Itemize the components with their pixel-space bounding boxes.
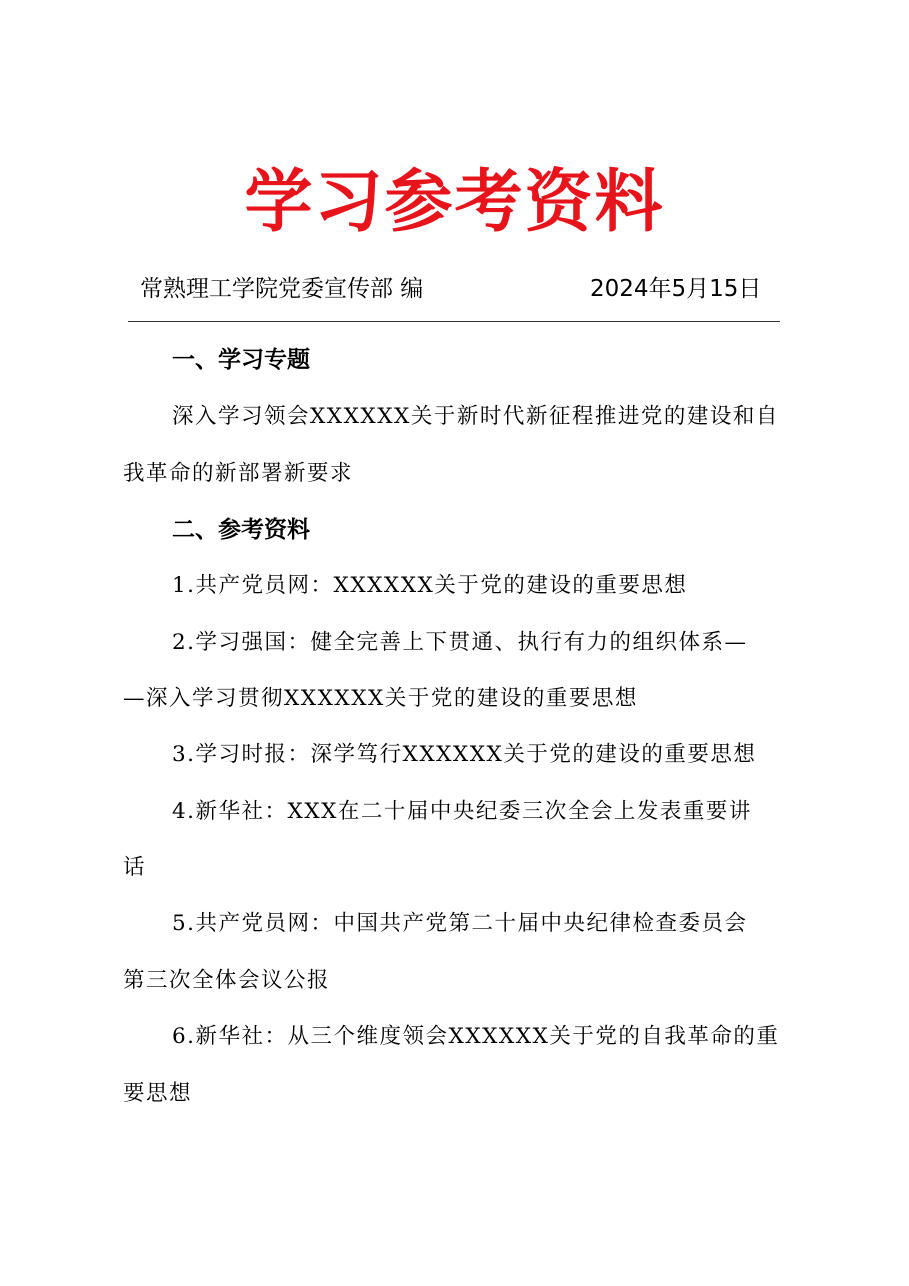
list-item-line: 话 (123, 855, 147, 880)
list-item-line: 1.共产党员网：XXXXXX关于党的建设的重要思想 (172, 573, 688, 598)
document-title: 学习参考资料 (244, 162, 665, 242)
publisher: 常熟理工学院党委宣传部 编 (140, 276, 424, 302)
section-heading-study-topic: 一、学习专题 (172, 347, 310, 373)
list-item-line: 2.学习强国：健全完善上下贯通、执行有力的组织体系— (172, 630, 748, 655)
header-divider (128, 321, 780, 322)
list-item-line: 6.新华社：从三个维度领会XXXXXX关于党的自我革命的重 (172, 1024, 780, 1049)
section-heading-references: 二、参考资料 (172, 517, 310, 543)
list-item-line: 第三次全体会议公报 (123, 968, 331, 993)
list-item-line: 4.新华社：XXX在二十届中央纪委三次全会上发表重要讲 (172, 799, 752, 824)
list-item-line: —深入学习贯彻XXXXXX关于党的建设的重要思想 (123, 686, 638, 711)
list-item-line: 5.共产党员网：中国共产党第二十届中央纪律检查委员会 (172, 911, 748, 936)
list-item-line: 要思想 (123, 1081, 193, 1106)
list-item-line: 3.学习时报：深学笃行XXXXXX关于党的建设的重要思想 (172, 742, 757, 767)
publish-date: 2024年5月15日 (590, 276, 762, 302)
paragraph-line: 深入学习领会XXXXXX关于新时代新征程推进党的建设和自 (172, 404, 779, 429)
paragraph-line: 我革命的新部署新要求 (123, 461, 354, 486)
